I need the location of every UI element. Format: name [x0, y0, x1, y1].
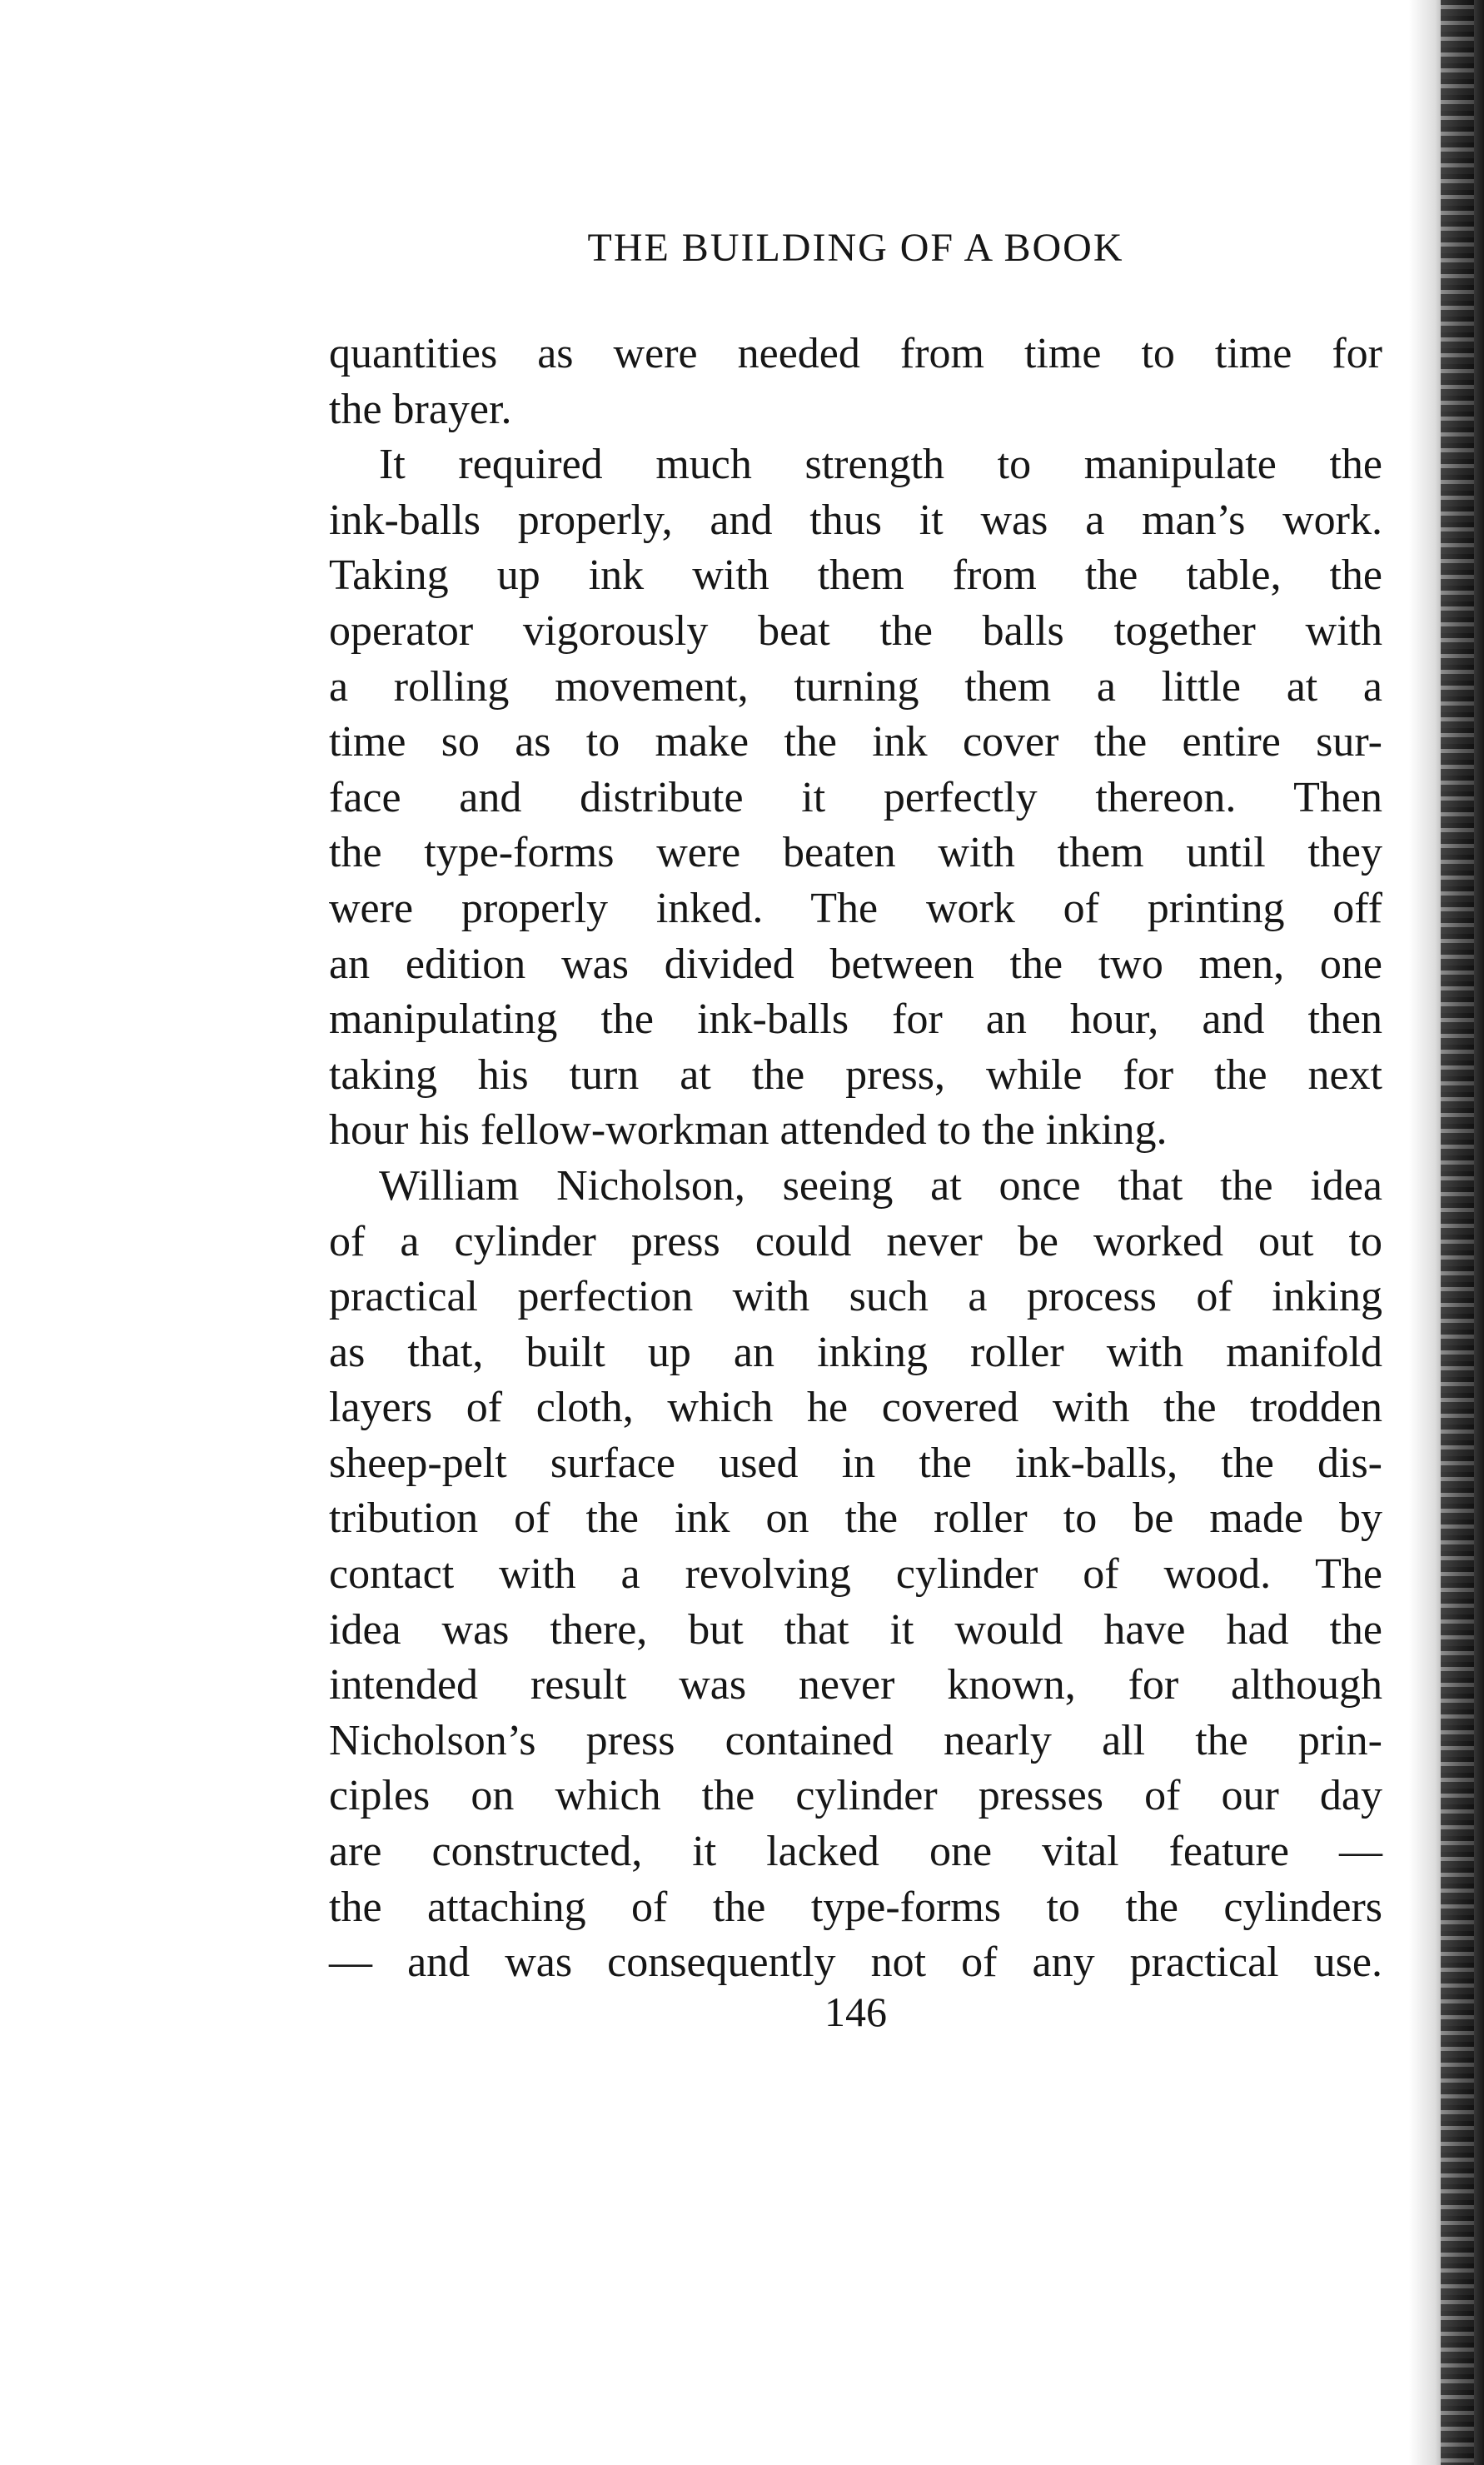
body-text — [329, 327, 1382, 1991]
text-line: an edition was divided between the two men, one — [329, 940, 1382, 988]
text-line: tribution of the ink on the roller to be made by — [329, 1494, 1382, 1543]
text-line: of a cylinder press could never be worked out to — [329, 1217, 1382, 1265]
page-number: 146 — [824, 1988, 887, 2035]
text-line: were properly inked. The work of printing off — [329, 884, 1382, 932]
text-line: Nicholson’s press contained nearly all the prin- — [329, 1716, 1382, 1764]
text-line: a rolling movement, turning them a little at a — [329, 662, 1382, 711]
running-head: THE BUILDING OF A BOOK — [587, 226, 1124, 270]
text-line: manipulating the ink-balls for an hour, and then — [329, 995, 1382, 1044]
text-line: taking his turn at the press, while for the next — [329, 1050, 1382, 1099]
text-line: as that, built up an inking roller with manifold — [329, 1328, 1382, 1376]
text-line: the type-forms were beaten with them until they — [329, 829, 1382, 877]
text-line: Taking up ink with them from the table, the — [329, 551, 1382, 600]
text-line: sheep-pelt surface used in the ink-balls, the dis- — [329, 1439, 1382, 1487]
text-line: — and was consequently not of any practical use. — [329, 1939, 1382, 1987]
text-line: face and distribute it perfectly thereon. Then — [329, 773, 1382, 821]
text-line: contact with a revolving cylinder of wood. The — [329, 1550, 1382, 1599]
text-line: layers of cloth, which he covered with the trodden — [329, 1384, 1382, 1432]
text-line: William Nicholson, seeing at once that the idea — [379, 1161, 1382, 1210]
text-line: the brayer. — [329, 385, 512, 433]
text-line: idea was there, but that it would have had the — [329, 1605, 1382, 1654]
text-line: are constructed, it lacked one vital feature — — [329, 1828, 1382, 1876]
text-line: quantities as were needed from time to time for — [329, 330, 1382, 377]
text-line: hour his fellow-workman attended to the inking. — [329, 1106, 1168, 1155]
text-line: the attaching of the type-forms to the cylinders — [329, 1883, 1382, 1931]
text-line: time so as to make the ink cover the entire sur- — [329, 718, 1382, 766]
text-line: ciples on which the cylinder presses of our day — [329, 1772, 1382, 1820]
text-line: ink-balls properly, and thus it was a man’s work. — [329, 496, 1382, 544]
text-line: intended result was never known, for although — [329, 1661, 1382, 1709]
text-line: practical perfection with such a process of inking — [329, 1273, 1382, 1321]
text-line: operator vigorously beat the balls together with — [329, 606, 1382, 655]
text-line: It required much strength to manipulate the — [379, 441, 1382, 489]
page-edge-texture — [1441, 0, 1474, 2465]
